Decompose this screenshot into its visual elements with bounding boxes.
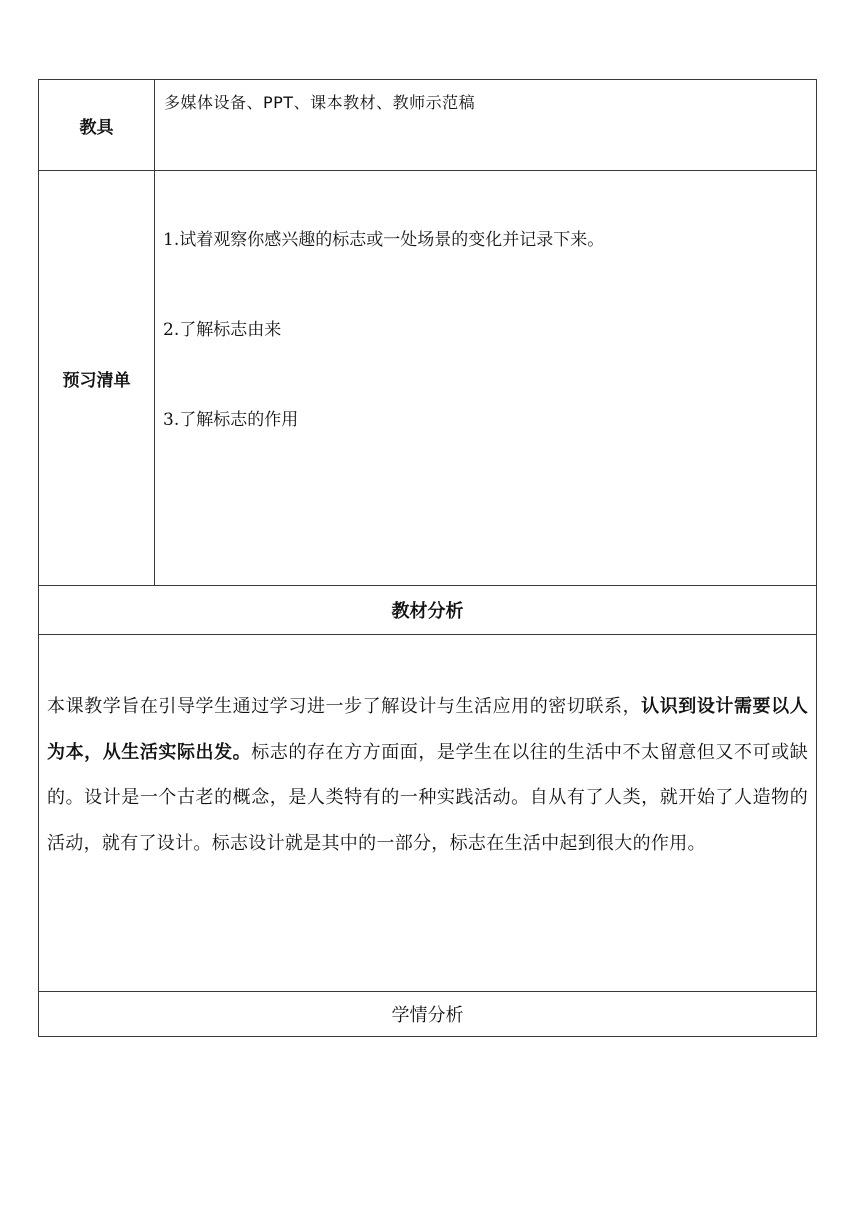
preview-list	[155, 228, 816, 432]
teaching-tools-content: 多媒体设备、PPT、课本教材、教师示范稿	[164, 93, 476, 112]
analysis-text-rest: 标志的存在方方面面，是学生在以往的生活中不太留意但又不可或缺的。设计是一个古老的概念，是人类特有的一种实践活动。自从有了人类，就开始了人造物的活动，就有了设计。标志设计就是其中的一部分，标志在生活中起到很大的作用。	[47, 741, 808, 854]
analysis-emphasis: 认识到设计需要以人为本，从生活实际出发。	[47, 696, 808, 763]
preview-list-label: 预习清单	[39, 171, 155, 586]
textbook-analysis-row	[39, 635, 817, 992]
preview-item: 2.了解标志由来	[163, 320, 282, 340]
teaching-tools-label: 教具	[39, 80, 155, 171]
student-analysis-heading: 学情分析	[39, 992, 817, 1037]
textbook-analysis-heading: 教材分析	[39, 586, 817, 635]
textbook-analysis-header-row	[39, 586, 817, 635]
analysis-text-start: 本课教学旨在引导学生通过学习进一步了解设计与生活应用的密切联系，	[47, 696, 642, 717]
teaching-tools-cell	[155, 80, 817, 171]
textbook-analysis-cell	[39, 635, 817, 992]
preview-item: 3.了解标志的作用	[163, 410, 299, 430]
textbook-analysis-paragraph	[39, 635, 816, 866]
teaching-tools-row	[39, 80, 817, 171]
preview-list-cell	[155, 171, 817, 586]
preview-item: 1.试着观察你感兴趣的标志或一处场景的变化并记录下来。	[163, 230, 605, 250]
student-analysis-header-row	[39, 992, 817, 1037]
preview-list-row	[39, 171, 817, 586]
lesson-plan-table	[38, 79, 817, 1037]
